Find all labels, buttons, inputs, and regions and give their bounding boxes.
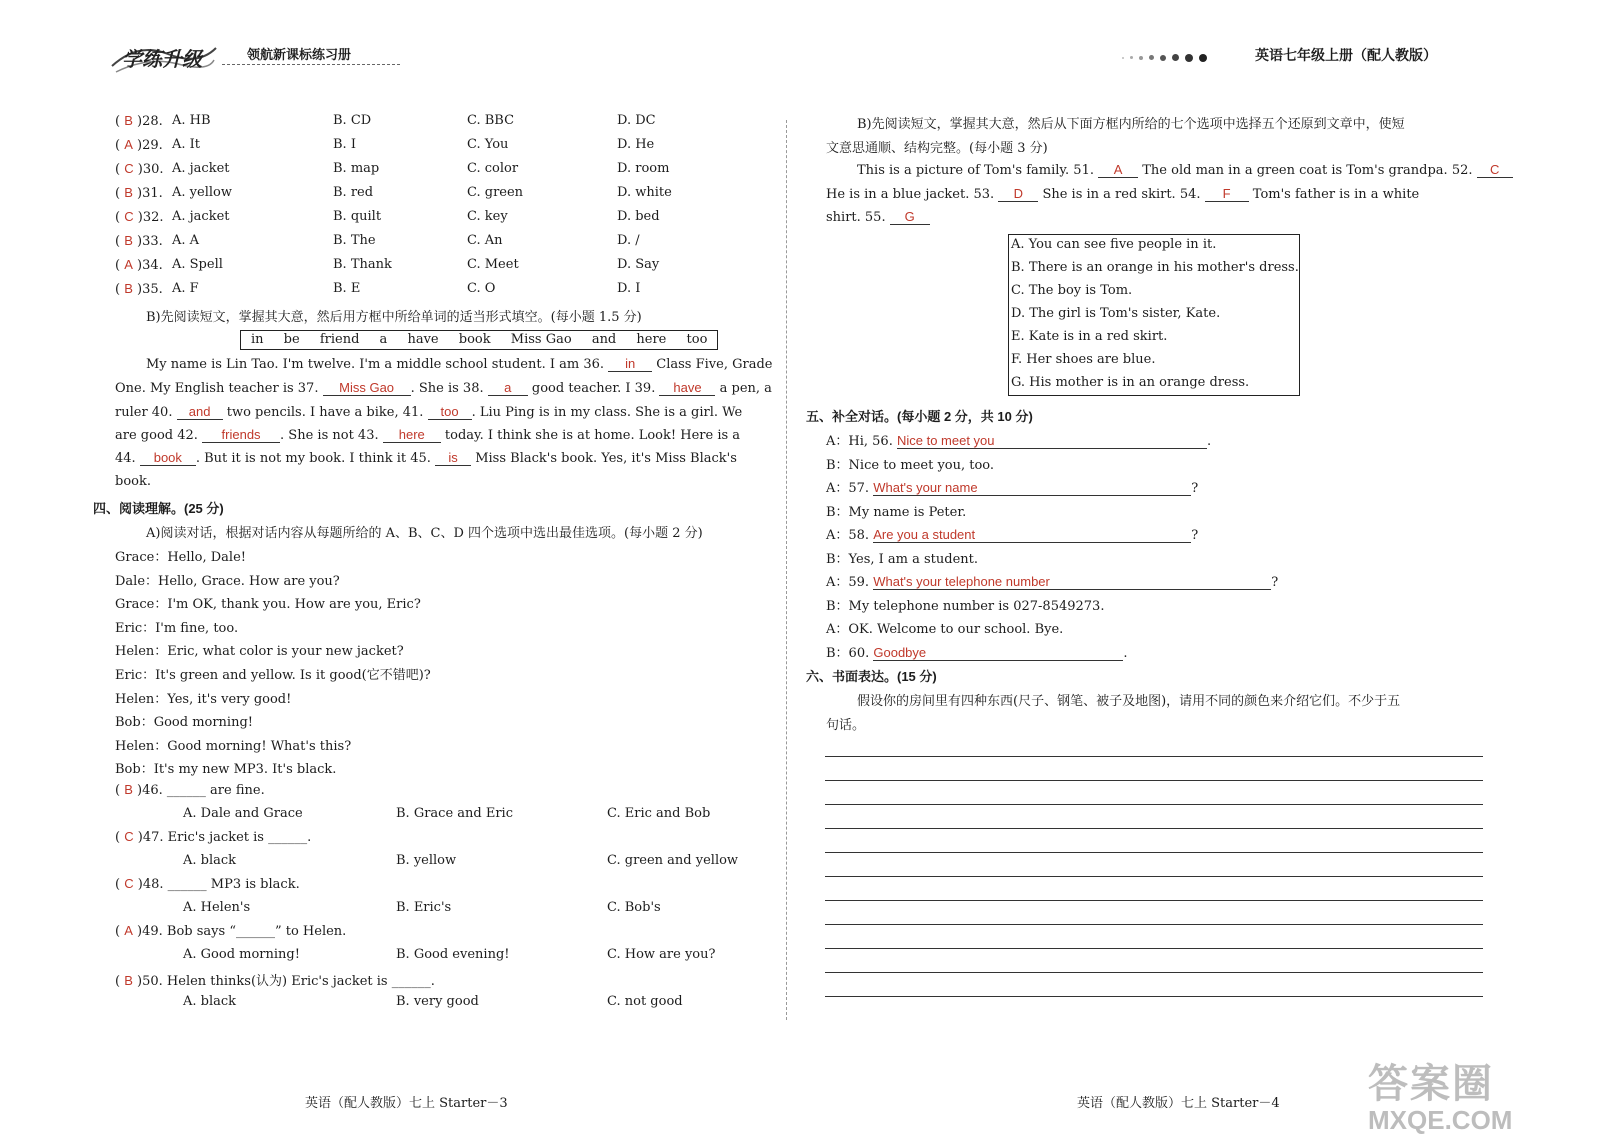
option-c: C. How are you? xyxy=(607,947,716,962)
reading-instruction: A)阅读对话，根据对话内容从每题所给的 A、B、C、D 四个选项中选出最佳选项。(每小题 2 分) xyxy=(146,526,703,541)
dialogue-line: Eric：I'm fine, too. xyxy=(115,621,239,636)
word-bank-box xyxy=(240,330,718,350)
option-a: A. black xyxy=(183,853,237,868)
passage-b-line: He is in a blue jacket. 53. D She is in a red skirt. 54. F Tom's father is in a white xyxy=(826,186,1420,202)
passage-b-line: This is a picture of Tom's family. 51. A The old man in a green coat is Tom's grandpa. 52. C xyxy=(857,162,1513,178)
option-item: C. The boy is Tom. xyxy=(1011,283,1133,298)
list-item: ( B )33. xyxy=(115,233,163,249)
word-bank-item: and xyxy=(591,332,617,347)
answer-blank: C xyxy=(1477,162,1513,178)
option-d: D. / xyxy=(617,233,640,248)
answer-blank: friends xyxy=(202,427,280,443)
section-title-dialogue: 五、补全对话。(每小题 2 分，共 10 分) xyxy=(806,409,1033,424)
option-d: D. He xyxy=(617,137,655,152)
publisher-logo xyxy=(108,36,220,78)
answer-blank: F xyxy=(1205,186,1249,202)
list-item: ( A )29. xyxy=(115,137,163,153)
dialogue-line: Bob：It's my new MP3. It's black. xyxy=(115,762,337,777)
dialogue-line: Dale：Hello, Grace. How are you? xyxy=(115,574,340,589)
option-b: B. I xyxy=(333,137,356,152)
word-bank-item: here xyxy=(636,332,667,347)
option-c: C. key xyxy=(467,209,508,224)
option-d: D. white xyxy=(617,185,672,200)
option-b: B. The xyxy=(333,233,376,248)
list-item: ( C )30. xyxy=(115,161,164,177)
cloze-line: 44. book . But it is not my book. I think it 45. is Miss Black's book. Yes, it's Miss Black's xyxy=(115,450,737,466)
word-bank-item: Miss Gao xyxy=(510,332,572,347)
option-c: C. BBC xyxy=(467,113,515,128)
dialogue-line: Grace：I'm OK, thank you. How are you, Eric? xyxy=(115,597,421,612)
question-50: ( B )50. Helen thinks(认为) Eric's jacket is ______. xyxy=(115,973,435,989)
cloze-line: One. My English teacher is 37. Miss Gao . She is 38. a good teacher. I 39. have a pen, a xyxy=(115,380,772,396)
header-left-rule xyxy=(222,64,400,65)
answer-blank: Are you a student xyxy=(873,527,1191,543)
passage-b-instruction: B)先阅读短文，掌握其大意，然后从下面方框内所给的七个选项中选择五个还原到文章中，使短 xyxy=(857,117,1405,132)
writing-line xyxy=(825,948,1483,949)
question-48: ( C )48. ______ MP3 is black. xyxy=(115,876,300,892)
cloze-line: book. xyxy=(115,474,151,489)
option-c: C. O xyxy=(467,281,496,296)
option-b: B. Thank xyxy=(333,257,392,272)
list-item: ( B )35. xyxy=(115,281,163,297)
option-item: F. Her shoes are blue. xyxy=(1011,352,1156,367)
dialogue-line: Bob：Good morning! xyxy=(115,715,254,730)
option-c: C. green and yellow xyxy=(607,853,739,868)
page-divider xyxy=(786,120,787,1020)
list-item: ( B )31. xyxy=(115,185,163,201)
answer-blank: and xyxy=(177,404,223,420)
dialogue-row: B：Yes, I am a student. xyxy=(826,552,979,567)
option-a: A. HB xyxy=(172,113,211,128)
word-bank-item: in xyxy=(251,332,264,347)
option-a: A. yellow xyxy=(172,185,232,200)
option-a: A. jacket xyxy=(172,161,230,176)
cloze-line: are good 42. friends . She is not 43. here today. I think she is at home. Look! Here is a xyxy=(115,427,741,443)
cloze-line: ruler 40. and two pencils. I have a bike, 41. too . Liu Ping is in my class. She is a girl. We xyxy=(115,404,743,420)
dialogue-row: A：OK. Welcome to our school. Bye. xyxy=(826,622,1064,637)
option-a: A. jacket xyxy=(172,209,230,224)
answer-blank: too xyxy=(428,404,472,420)
option-d: D. room xyxy=(617,161,670,176)
dialogue-row: B：Nice to meet you, too. xyxy=(826,458,995,473)
option-a: A. Helen's xyxy=(183,900,251,915)
list-item: ( A )34. xyxy=(115,257,163,273)
header-dots xyxy=(1122,50,1213,65)
answer-blank: G xyxy=(890,209,930,225)
option-c: C. not good xyxy=(607,994,683,1009)
answer-blank: D xyxy=(998,186,1038,202)
option-d: D. DC xyxy=(617,113,656,128)
option-d: D. I xyxy=(617,281,641,296)
writing-line xyxy=(825,972,1483,973)
footer-right: 英语（配人教版）七上 Starter－4 xyxy=(1077,1096,1280,1111)
dialogue-line: Helen：Good morning! What's this? xyxy=(115,739,352,754)
answer-blank: Miss Gao xyxy=(323,380,411,396)
answer-blank: What's your telephone number xyxy=(873,574,1271,590)
option-a: A. Good morning! xyxy=(183,947,300,962)
option-b: B. red xyxy=(333,185,374,200)
option-item: G. His mother is in an orange dress. xyxy=(1011,375,1250,390)
option-c: C. green xyxy=(467,185,524,200)
question-49: ( A )49. Bob says “______” to Helen. xyxy=(115,923,347,939)
answer-blank: a xyxy=(488,380,528,396)
list-item: ( B )28. xyxy=(115,113,163,129)
option-item: E. Kate is in a red skirt. xyxy=(1011,329,1168,344)
answer-blank: What's your name xyxy=(873,480,1191,496)
watermark-top: 答案圈 xyxy=(1368,1062,1494,1106)
options-box xyxy=(1008,234,1300,396)
header-left-title: 领航新课标练习册 xyxy=(247,47,352,62)
dialogue-row: A：59. What's your telephone number ? xyxy=(826,574,1279,590)
answer-blank: have xyxy=(659,380,715,396)
dialogue-line: Grace：Hello, Dale! xyxy=(115,550,247,565)
word-bank-item: too xyxy=(686,332,708,347)
question-46: ( B )46. ______ are fine. xyxy=(115,782,265,798)
option-b: B. Grace and Eric xyxy=(396,806,513,821)
answer-blank: A xyxy=(1098,162,1138,178)
writing-line xyxy=(825,876,1483,877)
word-bank-item: friend xyxy=(319,332,360,347)
dialogue-row: B：My telephone number is 027-8549273. xyxy=(826,599,1105,614)
list-item: ( C )32. xyxy=(115,209,164,225)
dialogue-row: B：My name is Peter. xyxy=(826,505,967,520)
option-a: A. A xyxy=(172,233,200,248)
writing-line xyxy=(825,996,1483,997)
writing-line xyxy=(825,780,1483,781)
dialogue-line: Eric：It's green and yellow. Is it good(它不错吧)? xyxy=(115,668,431,683)
footer-left: 英语（配人教版）七上 Starter－3 xyxy=(305,1096,508,1111)
dialogue-row: B：60. Goodbye . xyxy=(826,645,1128,661)
writing-line xyxy=(825,804,1483,805)
dialogue-row: A：58. Are you a student ? xyxy=(826,527,1199,543)
option-b: B. Good evening! xyxy=(396,947,510,962)
dialogue-line: Helen：Eric, what color is your new jacket? xyxy=(115,644,404,659)
option-a: A. It xyxy=(172,137,201,152)
word-bank-item: a xyxy=(379,332,388,347)
cloze-line: My name is Lin Tao. I'm twelve. I'm a middle school student. I am 36. in Class Five, Grade xyxy=(146,356,773,372)
watermark xyxy=(1368,1052,1512,1136)
dialogue-row: A：57. What's your name ? xyxy=(826,480,1199,496)
question-47: ( C )47. Eric's jacket is ______. xyxy=(115,829,312,845)
answer-blank: in xyxy=(608,356,652,372)
answer-blank: Nice to meet you xyxy=(897,433,1207,449)
passage-b-line: shirt. 55. G xyxy=(826,209,930,225)
option-b: B. yellow xyxy=(396,853,457,868)
writing-line xyxy=(825,828,1483,829)
option-c: C. Eric and Bob xyxy=(607,806,711,821)
option-c: C. Bob's xyxy=(607,900,661,915)
dialogue-row: A：Hi, 56. Nice to meet you . xyxy=(826,433,1212,449)
watermark-bottom: MXQE.COM xyxy=(1368,1105,1513,1135)
dialogue-line: Helen：Yes, it's very good! xyxy=(115,692,292,707)
option-d: D. bed xyxy=(617,209,660,224)
answer-blank: book xyxy=(140,450,196,466)
option-b: B. map xyxy=(333,161,380,176)
option-b: B. very good xyxy=(396,994,479,1009)
answer-blank: Goodbye xyxy=(873,645,1123,661)
section-title-writing: 六、书面表达。(15 分) xyxy=(806,669,937,684)
option-c: C. Meet xyxy=(467,257,519,272)
option-b: B. quilt xyxy=(333,209,382,224)
option-a: A. Spell xyxy=(172,257,223,272)
option-item: B. There is an orange in his mother's dress. xyxy=(1011,260,1299,275)
passage-b-instruction-cont: 文意思通顺、结构完整。(每小题 3 分) xyxy=(826,141,1048,156)
writing-prompt: 假设你的房间里有四种东西(尺子、钢笔、被子及地图)，请用不同的颜色来介绍它们。不少于五 xyxy=(857,694,1401,709)
word-bank-item: book xyxy=(458,332,491,347)
option-item: D. The girl is Tom's sister, Kate. xyxy=(1011,306,1221,321)
word-bank-item: be xyxy=(283,332,300,347)
cloze-instruction: B)先阅读短文，掌握其大意，然后用方框中所给单词的适当形式填空。(每小题 1.5 分) xyxy=(146,310,642,325)
writing-prompt-cont: 句话。 xyxy=(826,718,866,733)
option-a: A. F xyxy=(172,281,199,296)
option-c: C. You xyxy=(467,137,509,152)
option-c: C. An xyxy=(467,233,503,248)
writing-line xyxy=(825,924,1483,925)
answer-blank: is xyxy=(435,450,471,466)
option-a: A. black xyxy=(183,994,237,1009)
option-a: A. Dale and Grace xyxy=(183,806,303,821)
word-bank-item: have xyxy=(407,332,439,347)
writing-line xyxy=(825,756,1483,757)
section-title-reading: 四、阅读理解。(25 分) xyxy=(93,501,224,516)
option-c: C. color xyxy=(467,161,519,176)
option-item: A. You can see five people in it. xyxy=(1011,237,1217,252)
option-b: B. E xyxy=(333,281,361,296)
option-b: B. CD xyxy=(333,113,372,128)
answer-blank: here xyxy=(383,427,441,443)
writing-line xyxy=(825,852,1483,853)
writing-line xyxy=(825,900,1483,901)
header-right-title: 英语七年级上册（配人教版） xyxy=(1255,47,1437,63)
logo-text: 学练升级 xyxy=(122,47,202,71)
option-d: D. Say xyxy=(617,257,660,272)
option-b: B. Eric's xyxy=(396,900,452,915)
